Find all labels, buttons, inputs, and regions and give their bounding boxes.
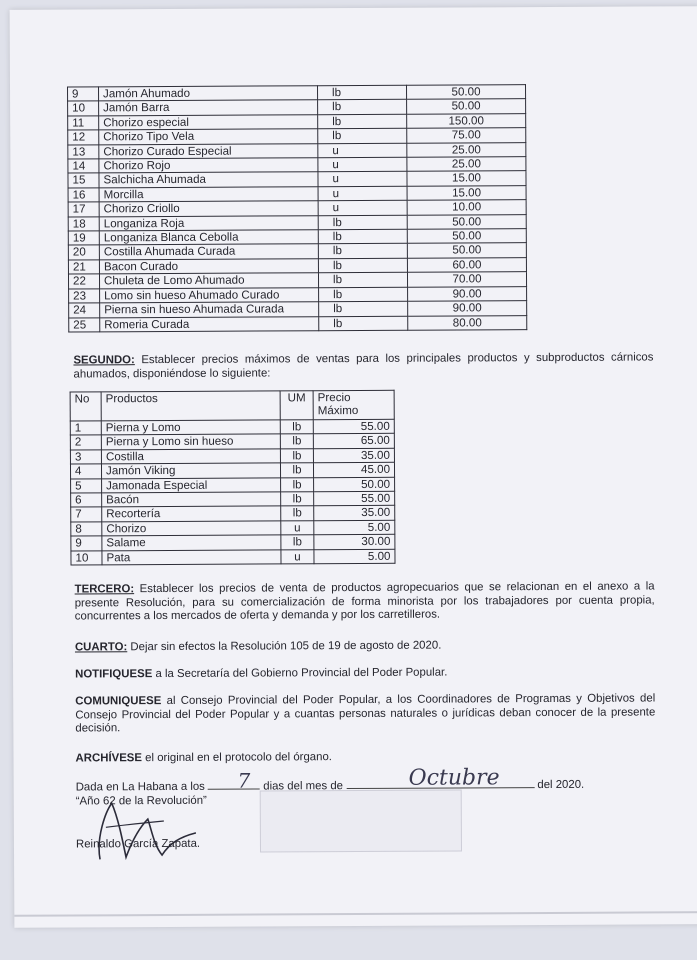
price: 10.00 [407,200,526,215]
product-name: Pierna y Lomo [101,420,280,435]
price: 35.00 [313,448,394,463]
signature-scribble [92,797,202,868]
product-name: Costilla [101,449,280,464]
segundo-text: Establecer precios máximos de ventas para los principales productos y subproductos cárnicos ahumados, disponiéndose lo siguiente: [73,351,654,381]
unit-of-measure: u [318,143,407,158]
price: 80.00 [408,315,527,330]
unit-of-measure: lb [318,100,407,115]
product-name: Longaniza Blanca Cebolla [99,230,318,246]
product-name: Jamón Viking [101,463,280,478]
row-number: 22 [68,274,99,289]
handwritten-day: 7 [237,768,251,793]
row-number: 11 [68,116,99,131]
price: 75.00 [407,128,526,143]
cuarto-paragraph [75,638,655,655]
product-name: Jamón Barra [99,100,318,116]
header-um: UM [280,391,313,420]
product-name: Chorizo especial [99,115,318,131]
faded-stamp [260,789,462,852]
product-name: Salame [102,535,281,550]
row-number: 23 [69,289,100,304]
row-number: 13 [68,144,99,159]
row-number: 6 [71,493,102,508]
product-name: Pierna y Lomo sin hueso [101,434,280,449]
unit-of-measure: lb [318,85,407,100]
unit-of-measure: lb [281,535,314,550]
closing-dias: dias del mes de [263,780,344,793]
product-name: Chuleta de Lomo Ahumado [99,273,318,289]
product-name: Romeria Curada [100,316,319,332]
handwritten-month: Octubre [408,765,500,791]
price: 50.00 [407,214,526,229]
price: 70.00 [407,272,526,287]
anio-revolucion: “Año 62 de la Revolución” [75,794,207,808]
row-number: 20 [68,245,99,260]
row-number: 25 [69,317,100,332]
signer-name: Reinaldo García Zapata. [75,837,201,851]
product-name: Pata [102,550,281,565]
row-number: 10 [71,550,102,565]
price: 45.00 [313,463,394,478]
page-fold-line [14,911,697,917]
product-name: Longaniza Roja [99,215,318,231]
price: 90.00 [408,286,527,301]
unit-of-measure: lb [281,477,314,492]
max-price-table-header [70,390,394,421]
product-name: Chorizo [102,521,281,536]
unit-of-measure: lb [280,463,313,478]
notifiquese-label: NOTIFIQUESE [75,668,153,681]
price: 35.00 [314,506,395,521]
table-row [69,315,527,332]
product-name: Chorizo Tipo Vela [99,129,318,145]
tercero-text: Establecer los precios de venta de productos agropecuarios que se relacionan en el anexo a la presente Resolución, para su comercialización de forma minorista por los trabajadores por cuenta propia, concurrentes a los mercados de oferta y demanda y por los carretilleros. [74,580,655,623]
cuarto-text: Dejar sin efectos la Resolución 105 de 19 de agosto de 2020. [127,639,442,654]
price: 150.00 [407,113,526,128]
unit-of-measure: lb [319,316,408,331]
notifiquese-text: a la Secretaría del Gobierno Provincial del Poder Popular. [152,666,448,681]
row-number: 1 [70,421,101,436]
product-name: Chorizo Criollo [99,201,318,217]
price: 15.00 [407,185,526,200]
row-number: 5 [71,478,102,493]
unit-of-measure: lb [318,244,407,259]
unit-of-measure: lb [318,258,407,273]
price: 55.00 [314,491,395,506]
price-table-continued [67,84,527,332]
price-table-continued-body [68,85,527,332]
price: 50.00 [314,477,395,492]
unit-of-measure: lb [318,215,407,230]
comuniquese-paragraph [75,692,655,736]
price: 60.00 [407,257,526,272]
segundo-label: SEGUNDO: [73,354,135,367]
price: 55.00 [313,419,394,434]
product-name: Jamón Ahumado [99,86,318,102]
closing-prefix: Dada en La Habana a los [75,780,205,794]
row-number: 17 [68,202,99,217]
price: 15.00 [407,171,526,186]
comuniquese-text: al Consejo Provincial del Poder Popular, a los Coordinadores de Programas y Objetivos del Consejo Provincial del Poder Popular y a cuantas personas naturales o jurídicas deban conocer de la presente decisión. [75,692,656,735]
header-price: Precio Máximo [313,390,394,419]
unit-of-measure: u [318,186,407,201]
price: 65.00 [313,434,394,449]
product-name: Recortería [102,506,281,521]
product-name: Chorizo Rojo [99,158,318,174]
row-number: 21 [68,260,99,275]
row-number: 4 [70,464,101,479]
closing-date-line [76,779,636,795]
row-number: 8 [71,522,102,537]
unit-of-measure: u [318,172,407,187]
unit-of-measure: u [318,157,407,172]
row-number: 9 [71,536,102,551]
unit-of-measure: lb [318,114,407,129]
unit-of-measure: lb [319,301,408,316]
header-no: No [70,392,101,421]
max-price-table-body [70,390,395,565]
document-page [10,6,697,928]
price: 50.00 [407,243,526,258]
unit-of-measure: lb [281,506,314,521]
product-name: Bacon Curado [99,259,318,275]
row-number: 7 [71,507,102,522]
price: 50.00 [407,99,526,114]
row-number: 15 [68,173,99,188]
archivese-paragraph [75,749,655,766]
row-number: 3 [70,450,101,465]
unit-of-measure: lb [319,287,408,302]
unit-of-measure: lb [281,492,314,507]
row-number: 24 [69,303,100,318]
price: 50.00 [407,85,526,100]
max-price-table [70,390,396,566]
notifiquese-paragraph [75,665,655,682]
row-number: 9 [68,87,99,102]
row-number: 10 [68,101,99,116]
product-name: Chorizo Curado Especial [99,143,318,159]
cuarto-label: CUARTO: [74,641,128,654]
unit-of-measure: u [318,200,407,215]
row-number: 16 [68,188,99,203]
closing-year: del 2020. [537,778,585,792]
product-name: Lomo sin hueso Ahumado Curado [100,287,319,303]
product-name: Salchicha Ahumada [99,172,318,188]
row-number: 19 [68,231,99,246]
unit-of-measure: lb [280,434,313,449]
price: 50.00 [407,229,526,244]
product-name: Jamonada Especial [102,478,281,493]
product-name: Morcilla [99,187,318,203]
price: 25.00 [407,142,526,157]
product-name: Pierna sin hueso Ahumada Curada [100,302,319,318]
unit-of-measure: u [281,521,314,536]
tercero-label: TERCERO: [74,583,135,596]
unit-of-measure: lb [318,128,407,143]
unit-of-measure: lb [318,273,407,288]
row-number: 12 [68,130,99,145]
unit-of-measure: lb [280,449,313,464]
row-number: 18 [68,217,99,232]
archivese-text: el original en el protocolo del órgano. [141,751,333,765]
row-number: 14 [68,159,99,174]
price: 5.00 [314,549,395,564]
comuniquese-label: COMUNIQUESE [75,695,162,708]
product-name: Bacón [102,492,281,507]
row-number: 2 [70,435,101,450]
unit-of-measure: lb [318,229,407,244]
product-name: Costilla Ahumada Curada [99,244,318,260]
price: 5.00 [314,520,395,535]
price: 25.00 [407,157,526,172]
day-blank [208,789,260,790]
table-row [71,549,395,565]
unit-of-measure: lb [280,420,313,435]
price: 90.00 [408,301,527,316]
segundo-paragraph [73,351,653,381]
archivese-label: ARCHÍVESE [75,752,143,765]
header-product: Productos [101,391,280,421]
unit-of-measure: u [281,549,314,564]
tercero-paragraph [75,580,655,624]
price: 30.00 [314,535,395,550]
